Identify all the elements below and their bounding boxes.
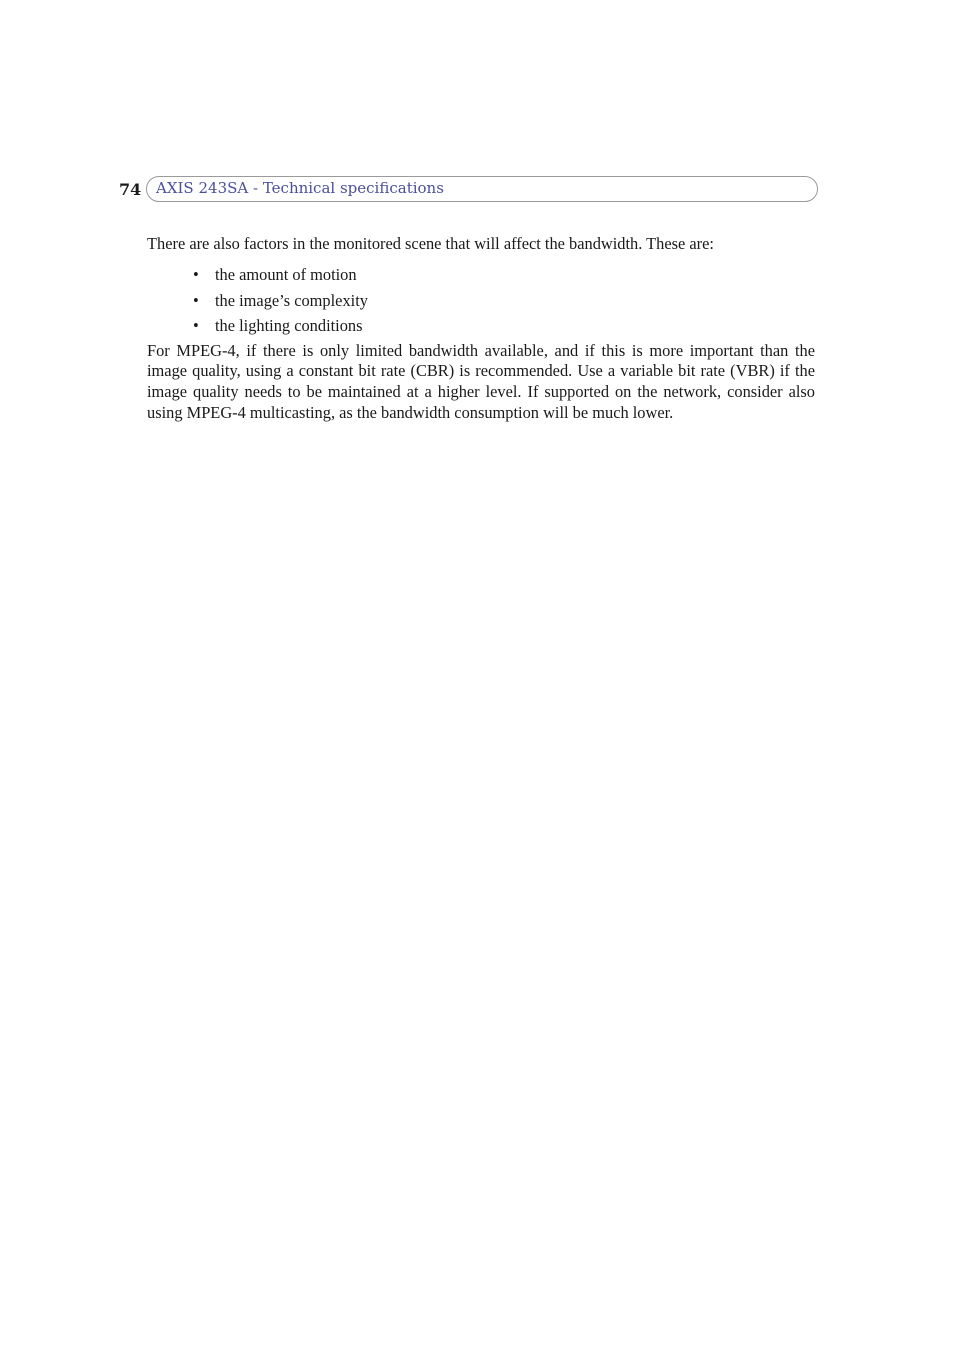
page-content	[147, 233, 815, 424]
list-item-text: the amount of motion	[215, 265, 357, 284]
list-item	[147, 290, 815, 316]
header-title: AXIS 243SA - Technical specifications	[156, 179, 444, 197]
bullet-icon: •	[193, 265, 199, 284]
bullet-icon: •	[193, 316, 199, 335]
list-item	[147, 315, 815, 341]
running-header	[146, 176, 818, 202]
factor-list	[147, 264, 815, 341]
bullet-icon: •	[193, 290, 199, 310]
list-item-text: the lighting conditions	[215, 316, 363, 335]
mpeg4-paragraph: For MPEG-4, if there is only limited bandwidth available, and if this is more important than the image quality, using a constant bit rate (CBR) is recommended. Use a variable bit rate (VBR) if the image quality needs to be maintained at a higher level. If supported on the network, consider also using MPEG-4 multicasting, as the bandwidth consumption will be much lower.	[147, 340, 815, 422]
page-number: 74	[119, 180, 142, 199]
intro-paragraph: There are also factors in the monitored scene that will affect the bandwidth. These are:	[147, 234, 714, 253]
list-item-text: the image’s complexity	[215, 290, 368, 310]
list-item	[147, 264, 815, 290]
